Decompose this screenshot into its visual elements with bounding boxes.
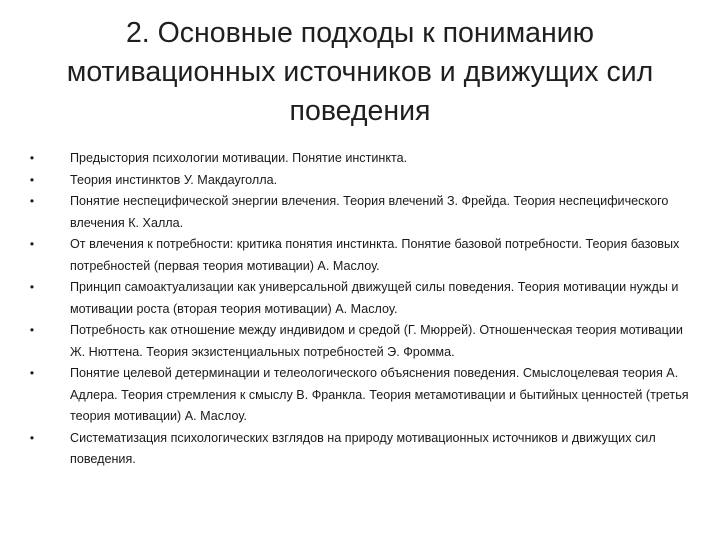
list-item-text: Теория инстинктов У. Макдауголла.: [70, 172, 278, 187]
list-item-text: Понятие целевой детерминации и телеологического объяснения поведения. Смыслоцелевая теория А. Адлера. Теория стремления к смыслу В. Франкла. Теория метамотивации и бытийных ценностей (третья теория мотивации) А. Маслоу.: [70, 366, 689, 423]
bullet-icon: •: [29, 323, 35, 337]
bullet-icon: •: [29, 237, 35, 251]
bullet-icon: •: [29, 194, 35, 208]
bullet-icon: •: [29, 280, 35, 294]
list-item: [26, 320, 696, 363]
bullet-list: [26, 148, 696, 471]
bullet-icon: •: [29, 430, 35, 445]
list-item: [26, 170, 696, 192]
list-item-text: От влечения к потребности: критика понятия инстинкта. Понятие базовой потребности. Теория базовых потребностей (первая теория мотивации) А. Маслоу.: [70, 237, 680, 273]
list-item: [26, 234, 696, 277]
list-item: [26, 428, 696, 471]
list-item-text: Принцип самоактуализации как универсальной движущей силы поведения. Теория мотивации нужды и мотивации роста (вторая теория мотивации) А. Маслоу.: [70, 280, 679, 316]
bullet-icon: •: [29, 366, 35, 380]
list-item-text: Понятие неспецифической энергии влечения. Теория влечений З. Фрейда. Теория неспецифического влечения К. Халла.: [70, 194, 669, 230]
list-item: [26, 191, 696, 234]
list-item: [26, 277, 696, 320]
list-item: [26, 363, 696, 428]
list-item-text: Потребность как отношение между индивидом и средой (Г. Мюррей). Отношенческая теория мотивации Ж. Нюттена. Теория экзистенциальных потребностей Э. Фромма.: [70, 323, 683, 359]
bullet-icon: •: [29, 151, 35, 165]
list-item: [26, 148, 696, 170]
list-item-text: Предыстория психологии мотивации. Понятие инстинкта.: [70, 151, 408, 165]
bullet-icon: •: [29, 172, 35, 187]
slide-title: 2. Основные подходы к пониманию мотивационных источников и движущих сил поведения: [66, 17, 654, 127]
list-item-text: Систематизация психологических взглядов на природу мотивационных источников и движущих сил поведения.: [70, 430, 656, 466]
